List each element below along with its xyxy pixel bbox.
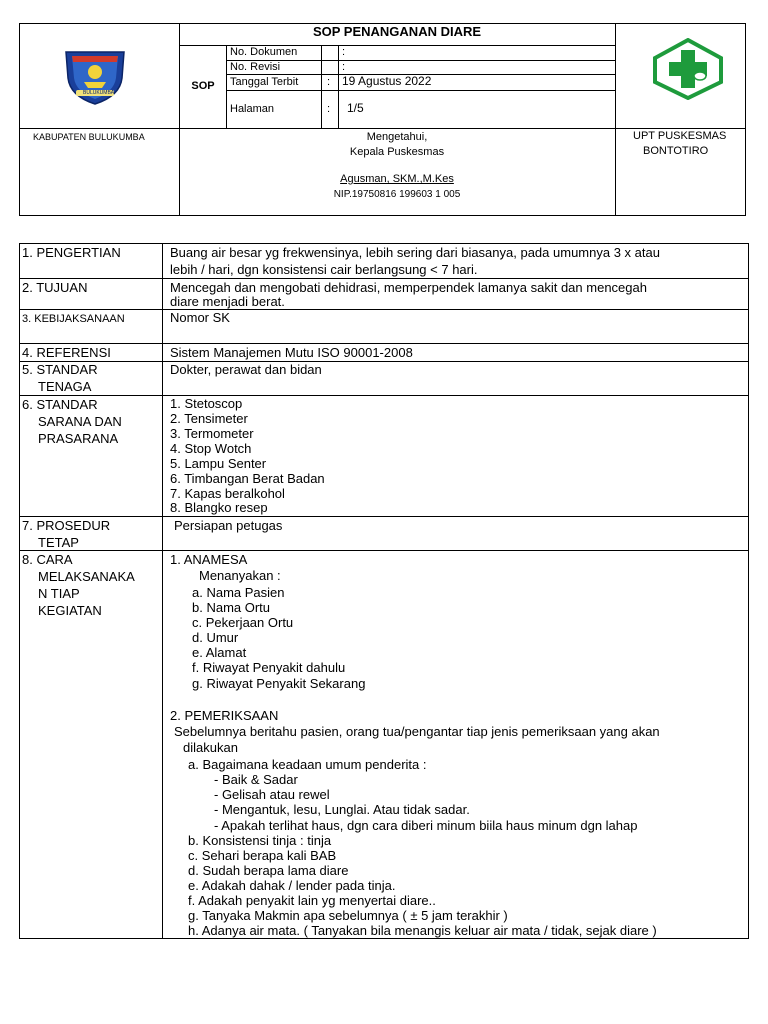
row-tujuan-text2: diare menjadi berat. [170, 294, 285, 309]
row-referensi-text: Sistem Manajemen Mutu ISO 90001-2008 [170, 345, 413, 360]
row-cara-label1: 8. CARA [22, 552, 73, 567]
list-item: e. Alamat [192, 645, 247, 660]
pemeriksaan-heading: 2. PEMERIKSAAN [170, 708, 279, 723]
list-item: - Baik & Sadar [214, 772, 298, 787]
meta-value-halaman: 1/5 [347, 101, 364, 115]
list-item: 2. Tensimeter [170, 411, 248, 426]
row-prosedur-label2: TETAP [38, 535, 79, 550]
list-item: 6. Timbangan Berat Badan [170, 471, 325, 486]
list-item: - Mengantuk, lesu, Lunglai. Atau tidak sadar. [214, 802, 470, 817]
row-tujuan-text1: Mencegah dan mengobati dehidrasi, memperpendek lamanya sakit dan mencegah [170, 280, 647, 295]
list-item: g. Tanyaka Makmin apa sebelumnya ( ± 5 jam terakhir ) [188, 908, 508, 923]
list-item: b. Konsistensi tinja : tinja [188, 833, 332, 848]
page-title: SOP PENANGANAN DIARE [312, 24, 482, 39]
meta-label-tanggal: Tanggal Terbit [230, 76, 299, 88]
pemeriksaan-intro-2: dilakukan [183, 740, 238, 755]
list-item: d. Sudah berapa lama diare [188, 863, 349, 878]
approval-line2: Kepala Puskesmas [349, 146, 445, 158]
meta-value-tanggal: 19 Agustus 2022 [342, 74, 432, 88]
row-kebijaksanaan-text: Nomor SK [170, 310, 230, 325]
row-sarana-label1: 6. STANDAR [22, 397, 98, 412]
row-prosedur-text: Persiapan petugas [174, 518, 283, 533]
row-tenaga-text: Dokter, perawat dan bidan [170, 362, 322, 377]
row-sarana-label2: SARANA DAN [38, 414, 122, 429]
list-item: 1. Stetoscop [170, 396, 243, 411]
anamesa-heading: 1. ANAMESA [170, 552, 248, 567]
puskesmas-logo [653, 38, 723, 100]
row-cara-label2: MELAKSANAKA [38, 569, 135, 584]
pemeriksaan-intro-1: Sebelumnya beritahu pasien, orang tua/pengantar tiap jenis pemeriksaan yang akan [174, 724, 660, 739]
row-sarana-label3: PRASARANA [38, 431, 119, 446]
list-item: c. Sehari berapa kali BAB [188, 848, 337, 863]
row-pengertian-text1: Buang air besar yg frekwensinya, lebih sering dari biasanya, pada umumnya 3 x atau [170, 245, 660, 260]
list-item: c. Pekerjaan Ortu [192, 615, 294, 630]
row-kebijaksanaan-label: 3. KEBIJAKSANAAN [22, 313, 125, 325]
list-item: a. Nama Pasien [192, 585, 285, 600]
meta-label-dokumen: No. Dokumen [230, 46, 298, 58]
row-pengertian-label: 1. PENGERTIAN [22, 245, 121, 260]
row-prosedur-label1: 7. PROSEDUR [22, 518, 111, 533]
list-item: 3. Termometer [170, 426, 254, 441]
approval-name: Agusman, SKM.,M.Kes [340, 173, 454, 185]
right-org-1: UPT PUSKESMAS [633, 130, 727, 142]
bulukumba-logo [62, 48, 128, 106]
list-item: e. Adakah dahak / lender pada tinja. [188, 878, 396, 893]
list-item: g. Riwayat Penyakit Sekarang [192, 676, 366, 691]
row-tenaga-label2: TENAGA [38, 379, 92, 394]
list-item: 7. Kapas beralkohol [170, 486, 285, 501]
row-tujuan-label: 2. TUJUAN [22, 280, 88, 295]
meta-sep-tanggal: : [327, 76, 331, 88]
list-item: 5. Lampu Senter [170, 456, 267, 471]
list-item: 4. Stop Wotch [170, 441, 252, 456]
list-item: 8. Blangko resep [170, 500, 268, 515]
list-item: d. Umur [192, 630, 239, 645]
approval-nip: NIP.19750816 199603 1 005 [333, 189, 461, 200]
row-tenaga-label1: 5. STANDAR [22, 362, 98, 377]
list-item: - Apakah terlihat haus, dgn cara diberi minum biila haus minum dgn lahap [214, 818, 638, 833]
list-item: f. Riwayat Penyakit dahulu [192, 660, 346, 675]
row-referensi-label: 4. REFERENSI [22, 345, 111, 360]
pemeriksaan-item-a: a. Bagaimana keadaan umum penderita : [188, 757, 427, 772]
list-item: h. Adanya air mata. ( Tanyakan bila menangis keluar air mata / tidak, sejak diare ) [188, 923, 657, 938]
logo-caption: BULUKUMBA [83, 90, 115, 96]
row-pengertian-text2: lebih / hari, dgn konsistensi cair berlangsung < 7 hari. [170, 262, 478, 277]
left-org: KABUPATEN BULUKUMBA [33, 132, 145, 142]
sop-label: SOP [191, 80, 215, 92]
row-cara-label4: KEGIATAN [38, 603, 102, 618]
right-org-2: BONTOTIRO [643, 145, 709, 157]
list-item: f. Adakah penyakit lain yg menyertai diare.. [188, 893, 436, 908]
meta-label-revisi: No. Revisi [230, 61, 281, 73]
list-item: - Gelisah atau rewel [214, 787, 330, 802]
menanyakan-text: Menanyakan : [199, 568, 281, 583]
meta-label-halaman: Halaman [230, 103, 275, 115]
row-cara-label3: N TIAP [38, 586, 80, 601]
meta-sep-revisi: : [342, 61, 346, 73]
list-item: b. Nama Ortu [192, 600, 271, 615]
approval-line1: Mengetahui, [366, 131, 428, 143]
meta-sep-halaman: : [327, 103, 331, 115]
meta-sep-dokumen: : [342, 46, 346, 58]
